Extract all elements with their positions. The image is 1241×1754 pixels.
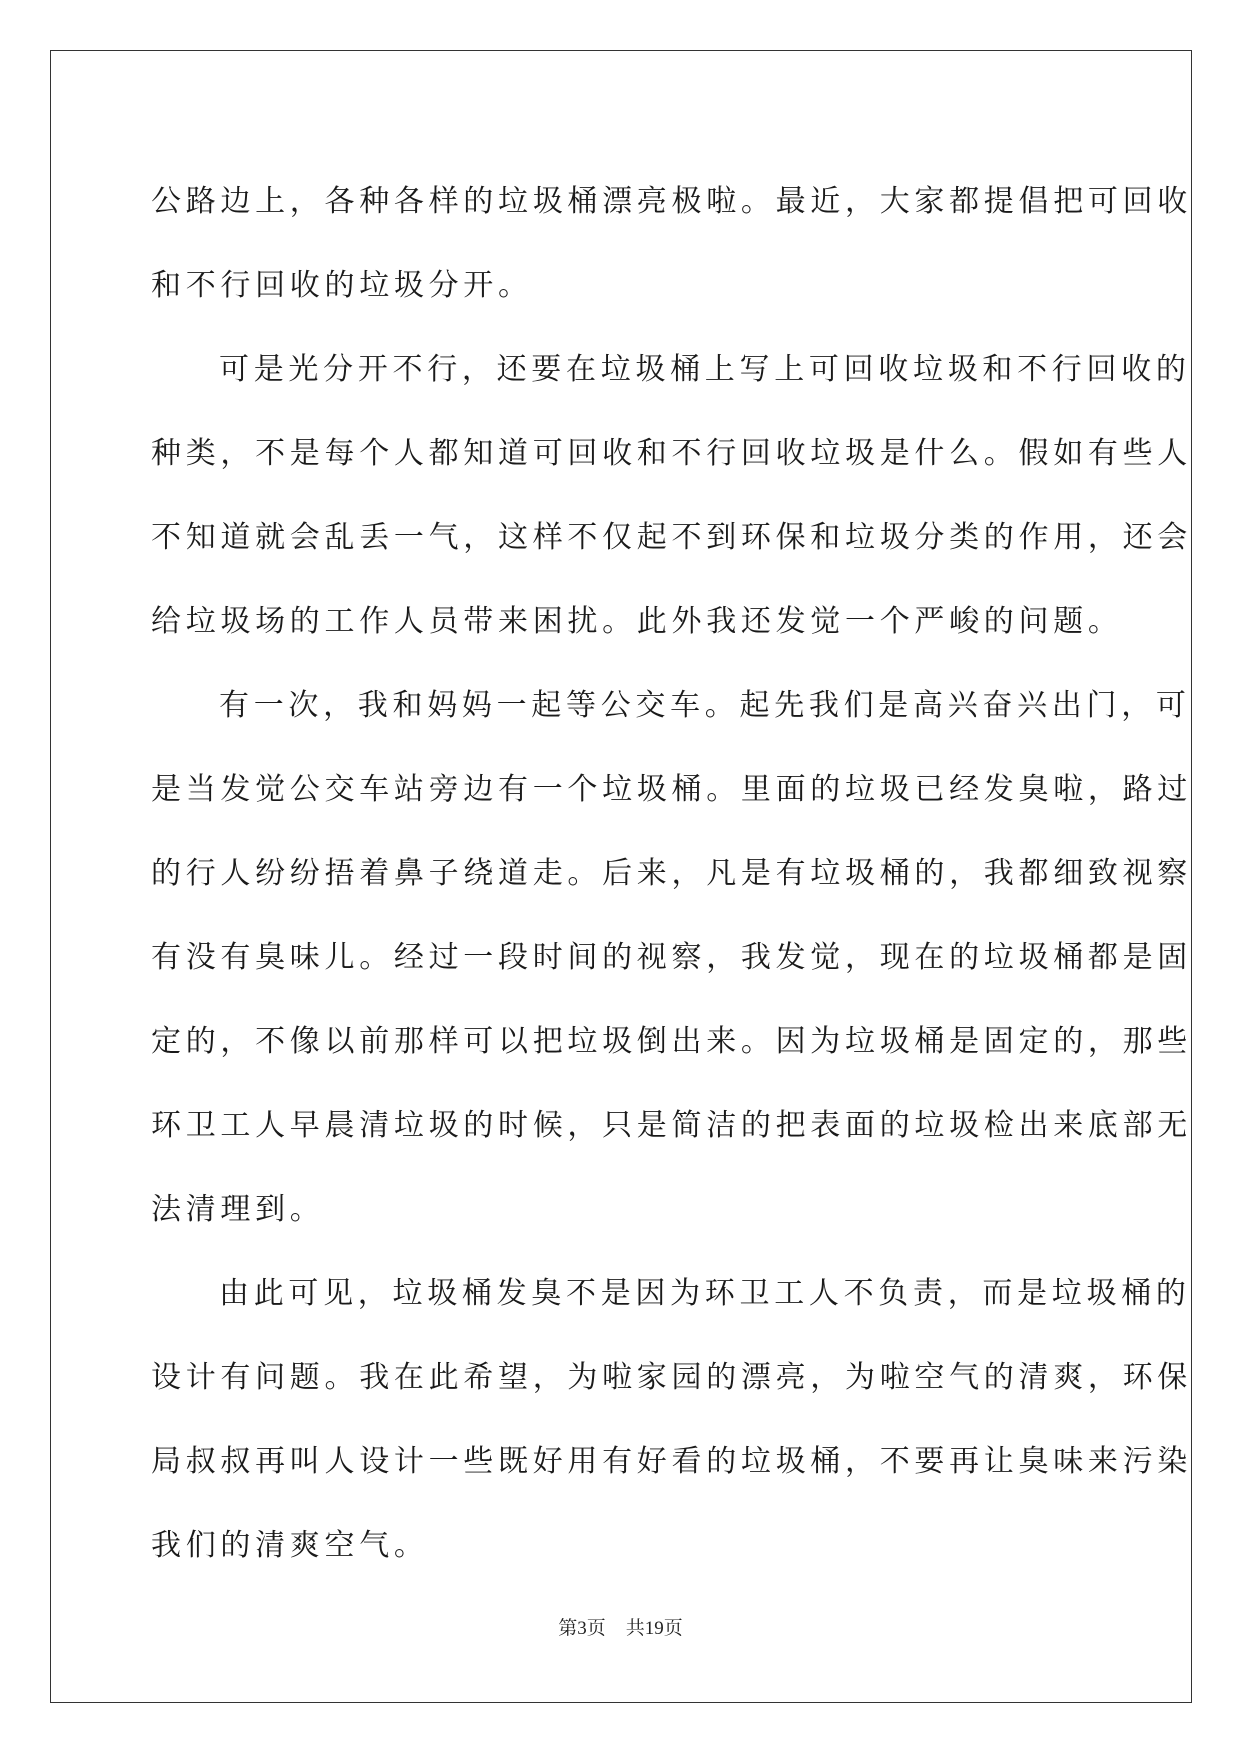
text-line: 是当发觉公交车站旁边有一个垃圾桶。里面的垃圾已经发臭啦，路过 [151, 772, 1192, 807]
text-line: 法清理到。 [151, 1192, 325, 1227]
text-line: 设计有问题。我在此希望，为啦家园的漂亮，为啦空气的清爽，环保 [151, 1360, 1192, 1395]
paragraph [151, 328, 1192, 664]
text-line: 我们的清爽空气。 [151, 1528, 429, 1563]
text-line: 和不行回收的垃圾分开。 [151, 268, 533, 303]
text-line: 的行人纷纷捂着鼻子绕道走。后来，凡是有垃圾桶的，我都细致视察 [151, 856, 1192, 891]
text-line: 定的，不像以前那样可以把垃圾倒出来。因为垃圾桶是固定的，那些 [151, 1024, 1192, 1059]
paragraph [151, 664, 1192, 1252]
text-line: 种类，不是每个人都知道可回收和不行回收垃圾是什么。假如有些人 [151, 436, 1192, 471]
text-line: 公路边上，各种各样的垃圾桶漂亮极啦。最近，大家都提倡把可回收 [151, 184, 1192, 219]
text-line: 有一次，我和妈妈一起等公交车。起先我们是高兴奋兴出门，可 [219, 688, 1191, 723]
text-line: 局叔叔再叫人设计一些既好用有好看的垃圾桶，不要再让臭味来污染 [151, 1444, 1192, 1479]
text-line: 可是光分开不行，还要在垃圾桶上写上可回收垃圾和不行回收的 [219, 352, 1191, 387]
page-number: 第3页 [558, 1618, 606, 1639]
page-footer [0, 1613, 1241, 1640]
text-line: 不知道就会乱丢一气，这样不仅起不到环保和垃圾分类的作用，还会 [151, 520, 1192, 555]
paragraph [151, 1252, 1192, 1588]
paragraph [151, 160, 1192, 328]
document-body [151, 160, 1192, 1588]
text-line: 由此可见，垃圾桶发臭不是因为环卫工人不负责，而是垃圾桶的 [219, 1276, 1191, 1311]
text-line: 给垃圾场的工作人员带来困扰。此外我还发觉一个严峻的问题。 [151, 604, 1123, 639]
text-line: 有没有臭味儿。经过一段时间的视察，我发觉，现在的垃圾桶都是固 [151, 940, 1192, 975]
text-line: 环卫工人早晨清垃圾的时候，只是简洁的把表面的垃圾检出来底部无 [151, 1108, 1192, 1143]
total-pages: 共19页 [625, 1618, 683, 1639]
